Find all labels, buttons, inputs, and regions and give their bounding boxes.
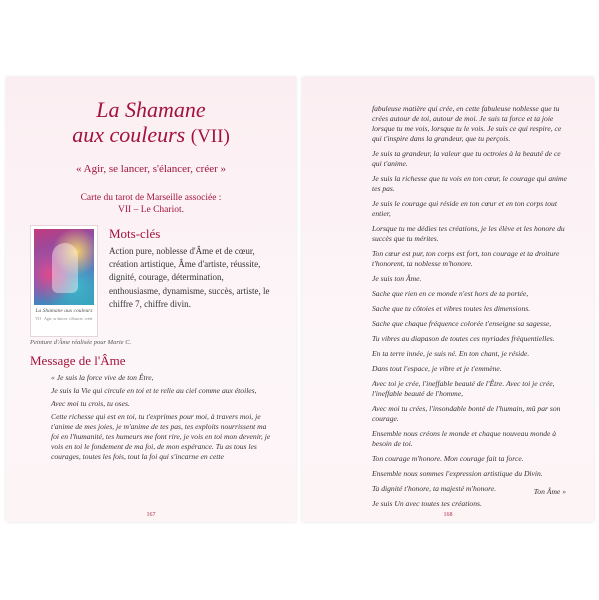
message-paragraph: Je suis Un avec toutes tes créations. — [372, 499, 482, 508]
message-paragraph: Dans tout l'espace, je vibre et je t'emmène. — [372, 364, 502, 373]
message-paragraph: Avec toi je crée, l'ineffable beauté de l'Être. Avec toi je crée, l'ineffable beauté de l'homme, — [372, 379, 555, 398]
message-paragraph: En ta terre innée, je suis né. En ton chant, je réside. — [372, 349, 530, 358]
card-caption — [31, 308, 97, 322]
keywords-text: Action pure, noblesse d'Âme et de cœur, création artistique, Âme d'artiste, réussite, dignité, courage, détermination, enthousiasme, dynamisme, succès, artiste, le chiffre 7, chiffre divin. — [109, 246, 270, 309]
message-body — [51, 373, 276, 465]
message-paragraph: Avec moi tu crois, tu oses. — [51, 399, 130, 408]
painting-credit: Peinture d'Âme réalisée pour Marie C. — [30, 339, 132, 346]
chapter-subtitle: « Agir, se lancer, s'élancer, créer » — [76, 163, 226, 175]
message-paragraph: fabuleuse matière qui crée, en cette fabuleuse noblesse que tu crées autour de toi, autour de moi. Je suis ta force et ta joie lorsque tu me vois, lorsque tu le vois. Je suis ce qui respire, ce qui t'inspire dans la grandeur, que tu perçois. — [372, 104, 562, 143]
right-page — [302, 77, 594, 522]
card-figure — [52, 243, 78, 293]
message-continuation — [372, 104, 568, 514]
keywords-heading: Mots-clés — [109, 226, 161, 241]
message-paragraph: Je suis la richesse que tu vois en ton cœur, le courage qui anime tes pas. — [372, 174, 567, 193]
message-paragraph: Tu vibres au diapason de toutes ces myriades fréquentielles. — [372, 334, 555, 343]
message-paragraph: Ensemble nous créons le monde et chaque nouveau monde à besoin de toi. — [372, 429, 557, 448]
message-paragraph: Avec moi tu crées, l'insondable bonté de l'humain, mû par son courage. — [372, 404, 561, 423]
message-paragraph: Ensemble nous sommes l'expression artistique du Divin. — [372, 469, 543, 478]
message-paragraph: Sache que chaque fréquence colorée t'enseigne sa sagesse, — [372, 319, 552, 328]
message-heading: Message de l'Âme — [30, 353, 126, 368]
message-paragraph: Ton courage m'honore. Mon courage fait ta force. — [372, 454, 524, 463]
message-paragraph: Ta dignité t'honore, ta majesté m'honore. — [372, 484, 497, 493]
message-paragraph: Lorsque tu me dédies tes créations, je les élève et les honore du succès que tu mérites. — [372, 224, 565, 243]
tarot-line-2: VII – Le Chariot. — [118, 205, 184, 215]
title-number: (VII) — [190, 126, 230, 147]
title-line-2 — [6, 122, 296, 149]
tarot-association — [6, 192, 296, 216]
message-paragraph: Ton cœur est pur, ton corps est fort, ton courage et ta droiture t'honorent, ta noblesse m'honore. — [372, 249, 560, 268]
message-paragraph: Je suis le courage qui réside en ton cœur et en ton corps tout entier, — [372, 199, 557, 218]
signature: Ton Âme » — [533, 487, 566, 496]
message-paragraph: Je suis ton Âme. — [372, 274, 422, 283]
message-paragraph: Sache que rien en ce monde n'est hors de ta portée, — [372, 289, 529, 298]
title-line-1: La Shamane — [96, 97, 206, 122]
message-paragraph: Je suis ta grandeur, la valeur que tu octroies à la beauté de ce qui t'anime. — [372, 149, 561, 168]
chapter-title — [6, 97, 296, 149]
oracle-card-image — [30, 225, 98, 337]
card-caption-sub: VII · Agir, se lancer, s'élancer, créer — [35, 316, 93, 321]
message-paragraph: Cette richesse qui est en toi, tu t'exprimes pour moi, à travers moi, je t'anime de mes joies, je m'anime de tes pas, tes exploits nourrissent ma foi en l'humanité, tes humeurs me font rire, je vois en toi mon devenir, je vois en toi le fondement de ma foi, de mon espérance. Tu as tous les courages, toutes les fois, tout la foi qui s'incarne en cette — [51, 412, 271, 461]
page-number-right: 168 — [443, 512, 453, 518]
page-number-left: 167 — [146, 512, 156, 518]
title-line-2-text: aux couleurs — [72, 122, 186, 147]
left-page — [6, 77, 296, 522]
message-paragraph: « Je suis la force vive de ton Être, — [51, 373, 154, 382]
card-caption-title: La Shamane aux couleurs — [35, 308, 93, 314]
message-paragraph: Sache que tu côtoies et vibres toutes les dimensions. — [372, 304, 531, 313]
tarot-line-1: Carte du tarot de Marseille associée : — [80, 193, 222, 203]
message-paragraph: Je suis la Vie qui circule en toi et te relie au ciel comme aux étoiles, — [51, 386, 257, 395]
card-painting — [34, 229, 94, 305]
